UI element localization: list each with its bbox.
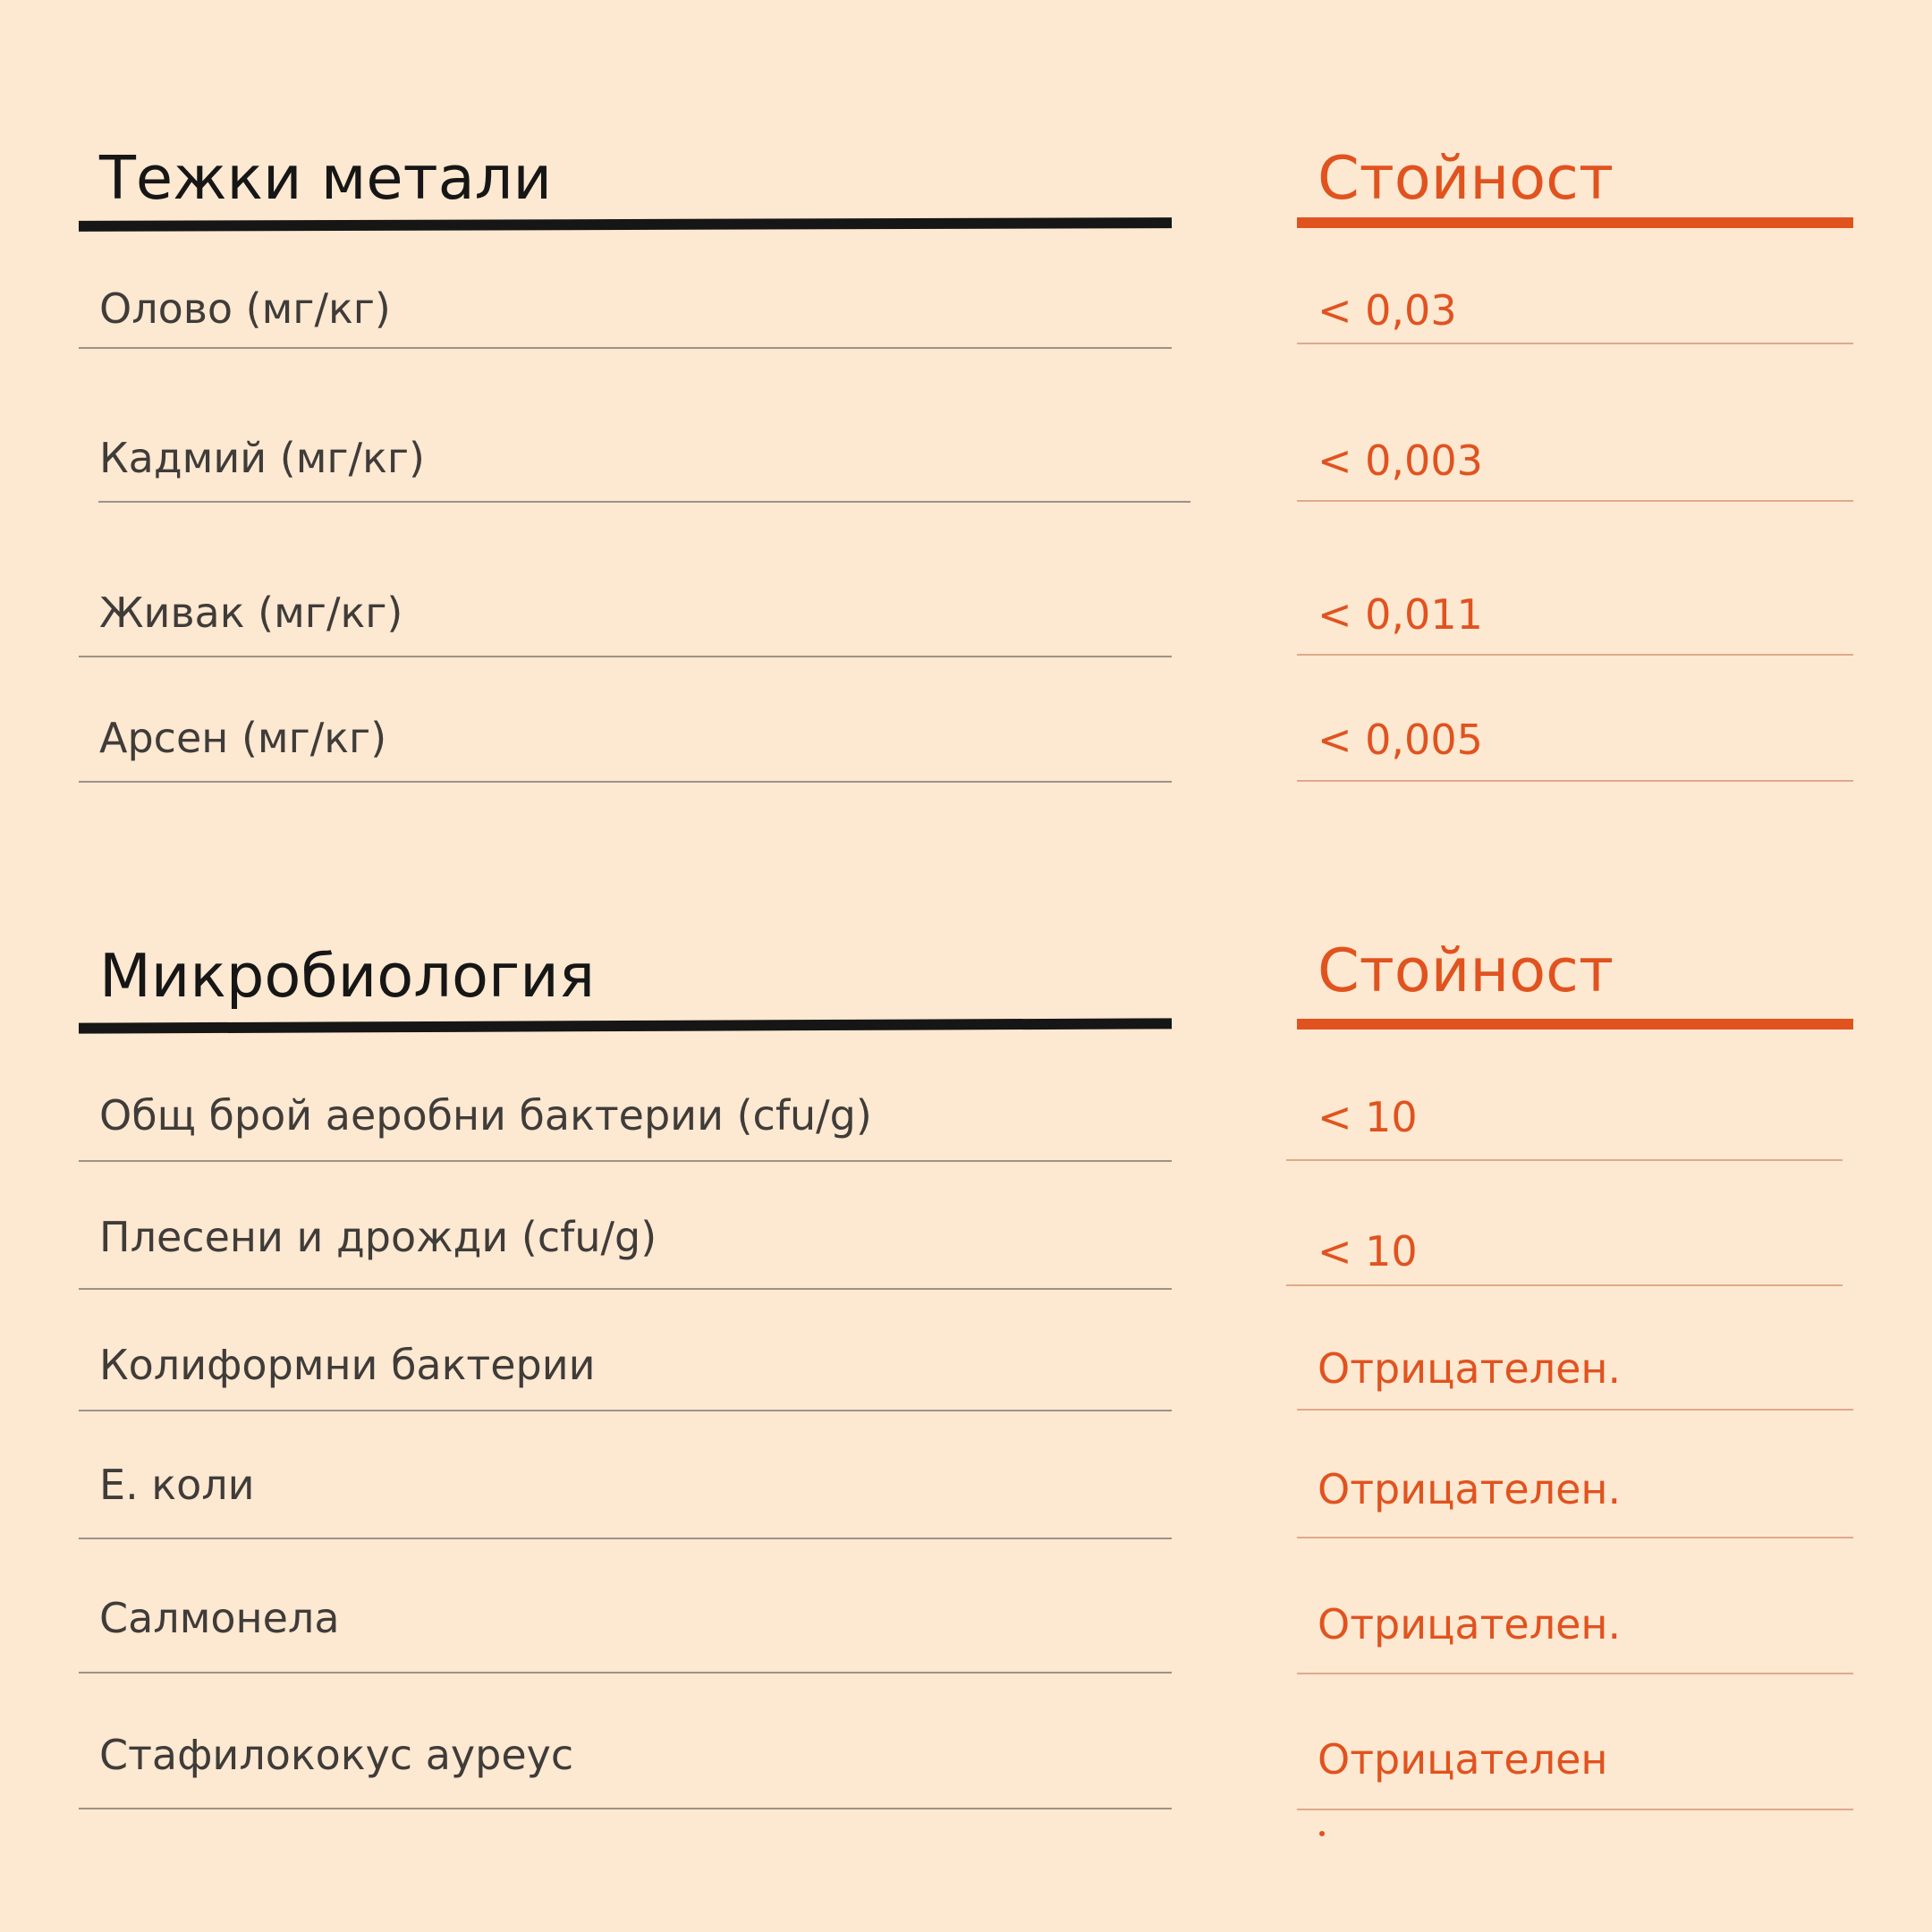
- value-divider: [1286, 1159, 1843, 1161]
- heavy-metals-value-header: Стойност: [1318, 143, 1614, 213]
- row-value-lead: < 0,03: [1318, 286, 1457, 335]
- row-label-molds-yeasts: Плесени и дрожди (cfu/g): [99, 1213, 657, 1261]
- row-label-aerobic-bacteria: Общ брой аеробни бактерии (cfu/g): [99, 1091, 872, 1140]
- row-divider: [98, 501, 1191, 503]
- row-value-e-coli: Отрицателен.: [1318, 1465, 1622, 1513]
- row-value-mercury: < 0,011: [1318, 590, 1483, 639]
- row-divider: [79, 1538, 1172, 1539]
- row-value-molds-yeasts: < 10: [1318, 1227, 1418, 1275]
- row-value-aerobic-bacteria: < 10: [1318, 1093, 1418, 1141]
- row-divider: [79, 781, 1172, 783]
- microbiology-title-rule: [79, 1018, 1172, 1033]
- heavy-metals-value-header-rule: [1297, 217, 1853, 228]
- heavy-metals-title-rule: [79, 217, 1172, 232]
- value-divider: [1297, 343, 1853, 344]
- row-label-arsenic: Арсен (мг/кг): [99, 714, 387, 762]
- value-divider: [1297, 1673, 1853, 1674]
- value-divider: [1297, 1409, 1853, 1411]
- row-value-salmonella: Отрицателен.: [1318, 1600, 1622, 1648]
- microbiology-title: Микробиология: [99, 941, 596, 1011]
- row-divider: [79, 1160, 1172, 1162]
- row-value-coliform: Отрицателен.: [1318, 1344, 1622, 1393]
- value-divider: [1297, 1537, 1853, 1538]
- value-divider: [1297, 500, 1853, 502]
- row-divider: [79, 1288, 1172, 1290]
- row-value-staphylococcus: Отрицателен: [1318, 1735, 1608, 1784]
- microbiology-value-header: Стойност: [1318, 936, 1614, 1005]
- row-divider: [79, 347, 1172, 349]
- row-value-arsenic: < 0,005: [1318, 716, 1483, 764]
- row-divider: [79, 656, 1172, 657]
- value-divider: [1297, 654, 1853, 656]
- row-label-lead: Олово (мг/кг): [99, 284, 391, 333]
- row-divider: [79, 1410, 1172, 1411]
- row-divider: [79, 1808, 1172, 1809]
- value-divider: [1297, 1809, 1853, 1810]
- row-label-salmonella: Салмонела: [99, 1594, 340, 1642]
- microbiology-value-header-rule: [1297, 1019, 1853, 1030]
- row-label-cadmium: Кадмий (мг/кг): [99, 434, 425, 482]
- stray-period-mark: [1319, 1831, 1325, 1836]
- row-label-e-coli: E. коли: [99, 1461, 255, 1509]
- value-divider: [1286, 1284, 1843, 1286]
- heavy-metals-title: Тежки метали: [99, 143, 553, 213]
- row-label-staphylococcus: Стафилококус ауреус: [99, 1731, 574, 1779]
- row-label-coliform: Колиформни бактерии: [99, 1341, 596, 1389]
- value-divider: [1297, 780, 1853, 782]
- row-label-mercury: Живак (мг/кг): [99, 589, 403, 637]
- row-divider: [79, 1672, 1172, 1674]
- row-value-cadmium: < 0,003: [1318, 436, 1483, 485]
